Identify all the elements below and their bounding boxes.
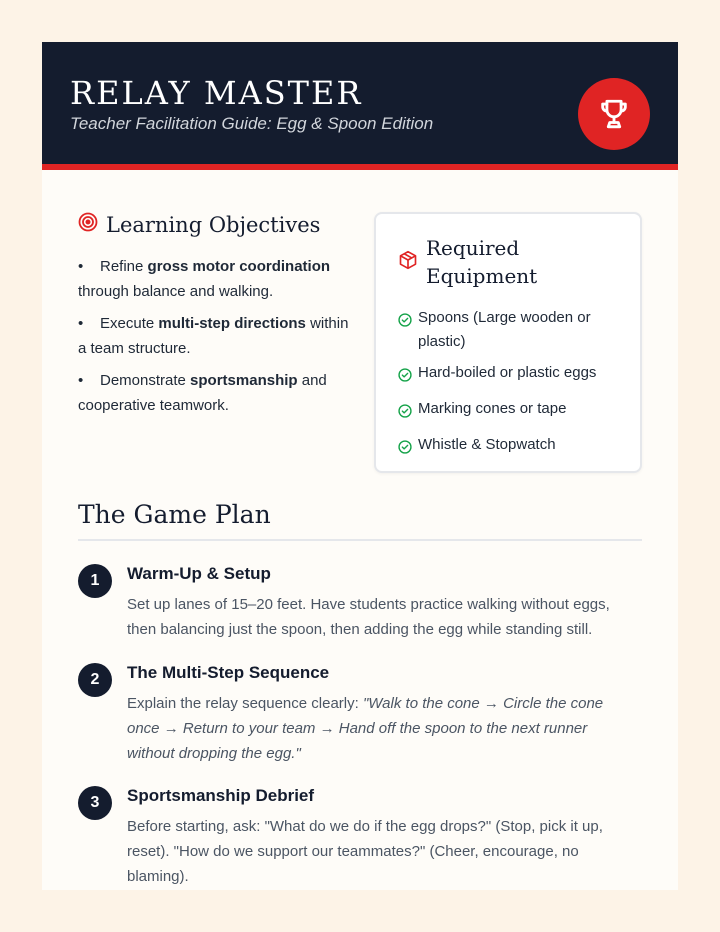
- relay-sequence-quote: "Walk to the cone → Circle the cone once → Return to your team → Hand off the spoon to the next runner without dropping the egg.": [127, 695, 604, 762]
- equipment-heading: [398, 234, 556, 290]
- check-circle-icon: [398, 311, 418, 335]
- step-number-badge: 2: [78, 663, 112, 697]
- objectives-list: [78, 254, 358, 425]
- step-number-badge: 3: [78, 786, 112, 820]
- equipment-item: Marking cones or tape: [398, 397, 628, 426]
- step-description: Set up lanes of 15–20 feet. Have students practice walking without eggs, then balancing just the spoon, then adding the egg while standing still.: [127, 596, 610, 638]
- header-banner: [42, 42, 678, 170]
- step-title: Warm-Up & Setup: [127, 564, 271, 583]
- game-plan-title: The Game Plan: [78, 500, 271, 529]
- page-title: RELAY MASTER: [70, 74, 363, 112]
- equipment-item: Spoons (Large wooden or plastic): [398, 306, 628, 354]
- objective-item: • Execute multi-step directions within a team structure.: [78, 315, 349, 357]
- objective-item: • Demonstrate sportsmanship and cooperative teamwork.: [78, 372, 327, 414]
- step-title: The Multi-Step Sequence: [127, 663, 330, 682]
- objectives-heading: [78, 212, 320, 237]
- equipment-title: Required Equipment: [426, 236, 538, 288]
- objective-item: • Refine gross motor coordination through balance and walking.: [78, 258, 331, 300]
- page-subtitle: Teacher Facilitation Guide: Egg & Spoon Edition: [70, 114, 434, 133]
- trophy-icon: [578, 78, 650, 150]
- step-description: Before starting, ask: "What do we do if the egg drops?" (Stop, pick it up, reset). "How do we support our teammates?" (Cheer, encourage, no blaming).: [127, 818, 603, 885]
- step-title: Sportsmanship Debrief: [127, 786, 315, 805]
- equipment-card: [374, 212, 642, 473]
- check-circle-icon: [398, 438, 418, 462]
- equipment-item: Hard-boiled or plastic eggs: [398, 361, 628, 390]
- check-circle-icon: [398, 402, 418, 426]
- check-circle-icon: [398, 366, 418, 390]
- step-number-badge: 1: [78, 564, 112, 598]
- step-description: Explain the relay sequence clearly: "Walk to the cone → Circle the cone once → Return to your team → Hand off the spoon to the next runner without dropping the egg.": [127, 695, 604, 762]
- guide-page: [42, 42, 678, 890]
- section-divider: [78, 539, 642, 541]
- equipment-item: Whistle & Stopwatch: [398, 433, 628, 462]
- objectives-title: Learning Objectives: [106, 212, 321, 237]
- package-icon: [398, 250, 418, 275]
- target-icon: [78, 212, 98, 237]
- equipment-list: [398, 306, 628, 469]
